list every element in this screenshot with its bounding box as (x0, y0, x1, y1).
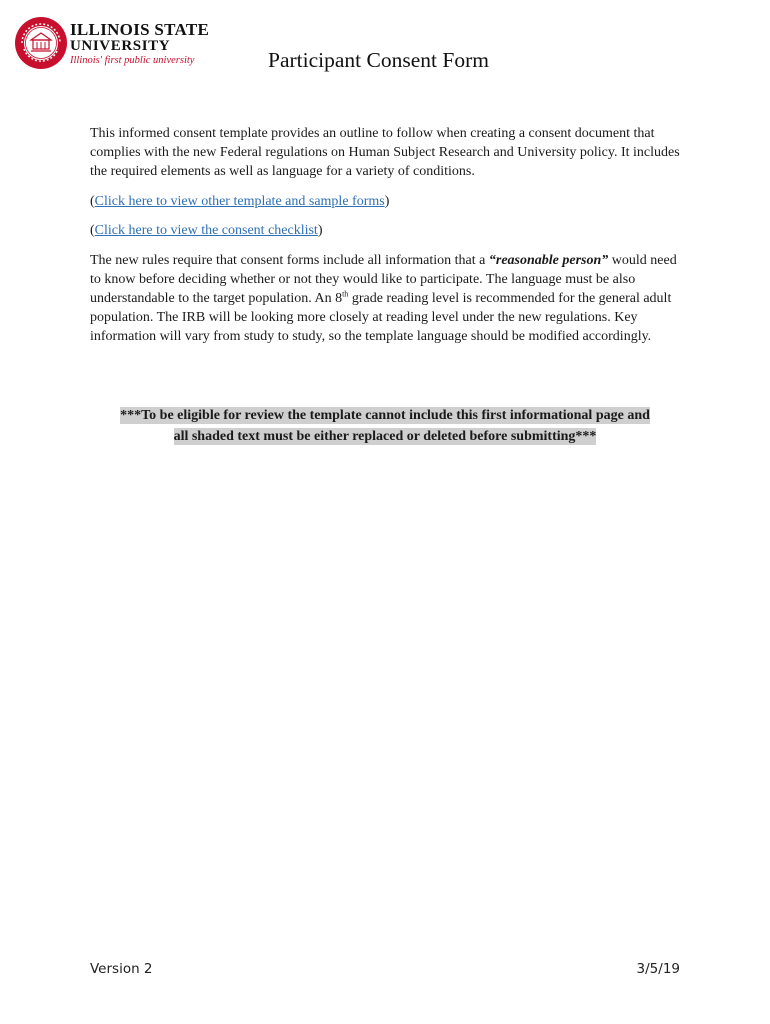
logo-name-line2: UNIVERSITY (70, 38, 171, 54)
page-title: Participant Consent Form (268, 48, 489, 72)
notice-line2: all shaded text must be either replaced or deleted before submitting*** (173, 429, 597, 444)
close-paren: ) (317, 223, 323, 238)
eligibility-notice (90, 405, 680, 447)
ordinal-superscript: th (342, 289, 349, 299)
logo-name-line1: ILLINOIS STATE (70, 20, 210, 39)
university-seal-icon (14, 16, 68, 70)
notice-line1: ***To be eligible for review the template cannot include this first informational page and (120, 408, 650, 423)
consent-checklist-link[interactable]: Click here to view the consent checklist (94, 223, 318, 238)
open-paren: ( (90, 194, 95, 209)
rules-text-part2: would need to know before deciding whether or not they would like to participate. The language must be also understandable to the target population. An 8 (90, 253, 677, 306)
templates-link-line (90, 192, 680, 211)
rules-paragraph (90, 251, 680, 346)
rules-text-part3: grade reading level is recommended for the general adult population. The IRB will be looking more closely at reading level under the new regulations. Key information will vary from study to study, so the template language should be modified accordingly. (90, 291, 672, 344)
template-forms-link[interactable]: Click here to view other template and sample forms (94, 194, 385, 209)
intro-paragraph: This informed consent template provides an outline to follow when creating a consent document that complies with the new Federal regulations on Human Subject Research and University policy. It includes the required elements as well as language for a variety of conditions. (90, 126, 680, 179)
close-paren: ) (384, 194, 390, 209)
logo-tagline: Illinois' first public university (70, 55, 195, 66)
checklist-link-line (90, 221, 680, 240)
open-paren: ( (90, 223, 95, 238)
university-wordmark (70, 20, 209, 67)
footer-version: Version 2 (90, 961, 153, 977)
footer-date: 3/5/19 (636, 961, 680, 977)
reasonable-person-emphasis: “reasonable person” (488, 253, 609, 268)
rules-text-part1: The new rules require that consent forms include all information that a (90, 253, 489, 268)
university-logo (14, 16, 224, 76)
